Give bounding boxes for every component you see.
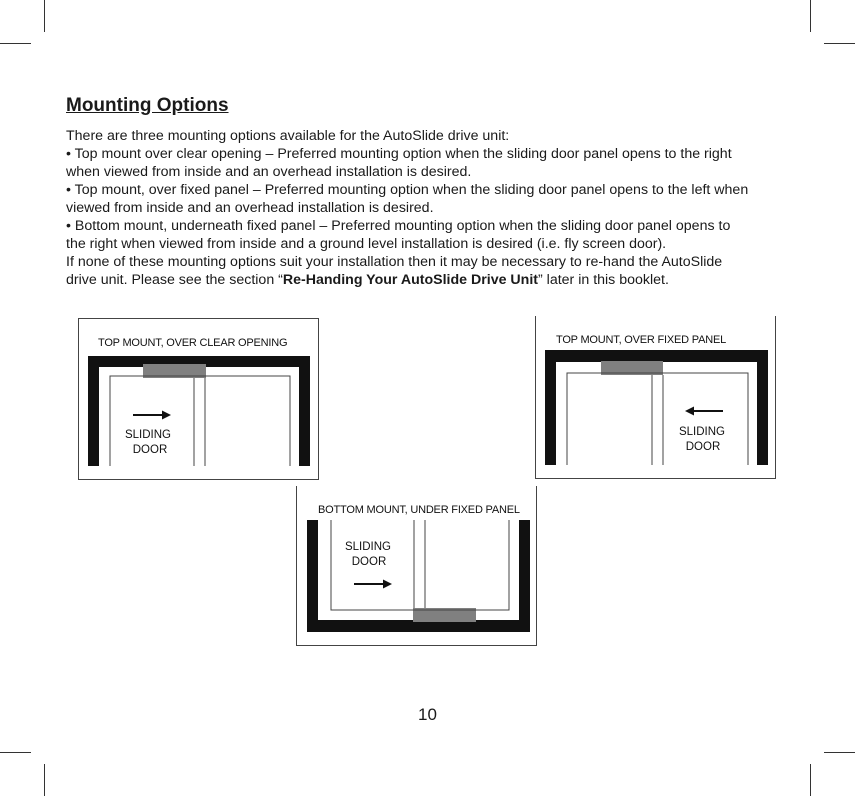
sliding-door-label: SLIDING [124,429,172,441]
page-title: Mounting Options [66,95,229,116]
bullet-3: • Bottom mount, underneath fixed panel – Preferred mounting option when the sliding door panel opens to [66,218,731,234]
crop-mark [810,0,811,32]
bullet-1: • Top mount over clear opening – Preferred mounting option when the sliding door panel opens to the right [66,146,732,162]
crop-mark [0,752,31,753]
diagram-graphic [297,486,537,645]
crop-mark [824,752,855,753]
intro-text: There are three mounting options available for the AutoSlide drive unit: [66,128,510,144]
diagram-bottom-mount-fixed-panel [296,486,537,646]
bullet-2-cont: viewed from inside and an overhead installation is desired. [66,200,434,216]
note-text: If none of these mounting options suit your installation then it may be necessary to re-hand the AutoSlide [66,254,723,270]
diagram-graphic [536,316,776,478]
note-text-cont: drive unit. Please see the section “Re-Handing Your AutoSlide Drive Unit” later in this booklet. [66,272,669,288]
diagram-title: TOP MOUNT, OVER CLEAR OPENING [98,337,288,349]
arrow-left-icon [685,407,694,416]
diagram-graphic [79,319,318,479]
section-reference: Re-Handing Your AutoSlide Drive Unit [282,272,538,288]
bullet-3-cont: the right when viewed from inside and a ground level installation is desired (i.e. fly screen door). [66,236,667,252]
sliding-door-label: DOOR [685,441,721,453]
crop-mark [0,43,31,44]
page-number: 10 [418,705,437,724]
crop-mark [44,764,45,796]
crop-mark [810,764,811,796]
sliding-door-label: DOOR [351,556,387,568]
arrow-right-icon [383,580,392,589]
diagram-title: BOTTOM MOUNT, UNDER FIXED PANEL [318,504,520,516]
crop-mark [824,43,855,44]
bullet-2: • Top mount, over fixed panel – Preferred mounting option when the sliding door panel opens to the left when [66,182,749,198]
arrow-right-icon [162,411,171,420]
diagram-top-mount-clear-opening [78,318,319,480]
sliding-door-label: SLIDING [678,426,726,438]
crop-mark [44,0,45,32]
door-panel-outline [567,373,748,465]
sliding-door-label: SLIDING [344,541,392,553]
diagram-top-mount-fixed-panel [535,316,776,479]
sliding-door-label: DOOR [132,444,168,456]
diagram-title: TOP MOUNT, OVER FIXED PANEL [556,334,727,346]
body-text [66,127,796,289]
bullet-1-cont: when viewed from inside and an overhead installation is desired. [66,164,472,180]
